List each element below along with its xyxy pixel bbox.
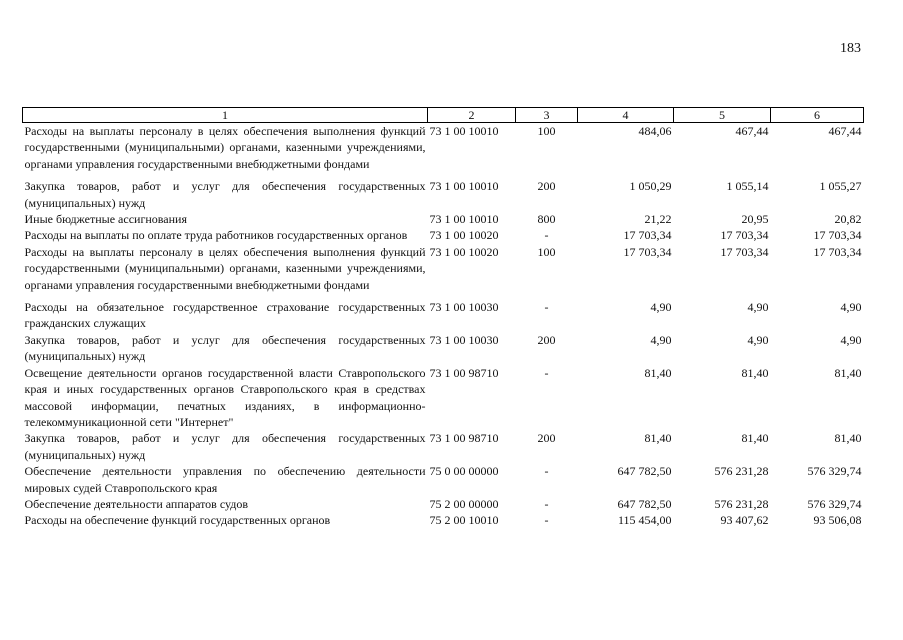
row-value-3: 17 703,34 — [813, 244, 862, 259]
column-header: 5 — [674, 108, 771, 123]
row-code: 73 1 00 10020 — [429, 228, 499, 243]
row-value-2: 4,90 — [747, 332, 769, 347]
row-value-2: 81,40 — [741, 365, 769, 380]
row-value-1: 647 782,50 — [617, 496, 672, 511]
row-value-3: 17 703,34 — [813, 228, 862, 243]
row-type: - — [544, 513, 549, 528]
table-row — [23, 430, 864, 463]
row-code: 73 1 00 10020 — [429, 244, 499, 259]
row-value-3: 4,90 — [840, 332, 862, 347]
row-name: Расходы на выплаты персоналу в целях обеспечения выполнения функций государственными (муниципальными) органами, казенными учреждениями, органами управления государственными внебюджетными фондами — [24, 244, 426, 292]
row-code: 73 1 00 10030 — [429, 300, 499, 315]
row-code: 73 1 00 10010 — [429, 212, 499, 227]
row-name: Расходы на выплаты персоналу в целях обеспечения выполнения функций государственными (муниципальными) органами, казенными учреждениями, органами управления государственными внебюджетными фондами — [24, 124, 426, 171]
row-value-3: 1 055,27 — [819, 179, 862, 194]
row-code: 75 2 00 10010 — [429, 513, 499, 528]
row-value-2: 20,95 — [741, 212, 769, 227]
table-row — [23, 227, 864, 243]
table-row — [23, 178, 864, 211]
row-name: Расходы на обеспечение функций государственных органов — [24, 513, 331, 528]
row-value-2: 17 703,34 — [720, 228, 769, 243]
row-code: 73 1 00 10030 — [429, 332, 499, 347]
row-value-2: 467,44 — [735, 124, 769, 138]
row-type: - — [544, 365, 549, 380]
row-value-1: 115 454,00 — [617, 513, 672, 528]
row-code: 75 2 00 00000 — [429, 496, 499, 511]
row-value-1: 4,90 — [650, 300, 672, 315]
row-name: Закупка товаров, работ и услуг для обеспечения государственных (муниципальных) нужд — [24, 431, 426, 462]
row-type: 100 — [537, 124, 556, 138]
row-type: 800 — [537, 212, 556, 227]
table-row — [23, 365, 864, 431]
row-value-3: 576 329,74 — [807, 496, 862, 511]
row-value-2: 17 703,34 — [720, 244, 769, 259]
row-type: 200 — [537, 179, 556, 194]
row-name: Обеспечение деятельности управления по обеспечению деятельности мировых судей Ставропольского края — [24, 464, 426, 495]
row-code: 73 1 00 98710 — [429, 365, 499, 380]
row-value-1: 21,22 — [644, 212, 672, 227]
row-name: Расходы на обязательное государственное страхование государственных гражданских служащих — [24, 300, 426, 331]
table-row — [23, 463, 864, 496]
row-value-2: 4,90 — [747, 300, 769, 315]
row-value-1: 17 703,34 — [623, 244, 672, 259]
row-value-2: 93 407,62 — [720, 513, 769, 528]
row-type: - — [544, 228, 549, 243]
column-header: 3 — [516, 108, 578, 123]
row-name: Иные бюджетные ассигнования — [24, 212, 187, 227]
row-name: Закупка товаров, работ и услуг для обеспечения государственных (муниципальных) нужд — [24, 179, 426, 210]
row-name: Освещение деятельности органов государственной власти Ставропольского края и иных государственных органов Ставропольского края в средствах массовой информации, печатных изданиях, в информационно-телекоммуникационной сети "Интернет" — [24, 365, 426, 429]
row-value-3: 93 506,08 — [813, 513, 862, 528]
table-row — [23, 244, 864, 299]
row-type: 100 — [537, 244, 556, 259]
column-header: 6 — [771, 108, 864, 123]
row-value-1: 81,40 — [644, 431, 672, 446]
table-row — [23, 123, 864, 179]
table-row — [23, 512, 864, 528]
header-row — [23, 108, 864, 123]
row-value-2: 1 055,14 — [726, 179, 769, 194]
row-type: 200 — [537, 431, 556, 446]
row-value-3: 576 329,74 — [807, 464, 862, 479]
row-value-2: 81,40 — [741, 431, 769, 446]
row-code: 73 1 00 98710 — [429, 431, 499, 446]
row-value-3: 20,82 — [834, 212, 862, 227]
row-code: 73 1 00 10010 — [429, 179, 499, 194]
row-value-1: 17 703,34 — [623, 228, 672, 243]
budget-table — [22, 107, 864, 529]
row-name: Обеспечение деятельности аппаратов судов — [24, 496, 249, 511]
table-row — [23, 496, 864, 512]
row-value-3: 4,90 — [840, 300, 862, 315]
row-value-1: 81,40 — [644, 365, 672, 380]
row-value-3: 81,40 — [834, 431, 862, 446]
row-value-3: 467,44 — [828, 124, 862, 138]
column-header: 2 — [428, 108, 516, 123]
row-value-1: 4,90 — [650, 332, 672, 347]
row-name: Закупка товаров, работ и услуг для обеспечения государственных (муниципальных) нужд — [24, 332, 426, 364]
row-value-3: 81,40 — [834, 365, 862, 380]
row-value-1: 647 782,50 — [617, 464, 672, 479]
row-value-2: 576 231,28 — [714, 464, 769, 479]
table-row — [23, 299, 864, 332]
column-header: 1 — [23, 108, 428, 123]
page-number: 183 — [840, 41, 861, 56]
row-value-1: 484,06 — [638, 124, 672, 138]
row-type: - — [544, 464, 549, 479]
row-code: 75 0 00 00000 — [429, 464, 499, 479]
row-type: - — [544, 300, 549, 315]
row-type: 200 — [537, 332, 556, 347]
row-value-1: 1 050,29 — [629, 179, 672, 194]
row-name: Расходы на выплаты по оплате труда работников государственных органов — [24, 228, 408, 243]
column-header: 4 — [578, 108, 674, 123]
table-row — [23, 332, 864, 365]
row-value-2: 576 231,28 — [714, 496, 769, 511]
row-type: - — [544, 496, 549, 511]
row-code: 73 1 00 10010 — [429, 124, 499, 138]
table-row — [23, 211, 864, 227]
